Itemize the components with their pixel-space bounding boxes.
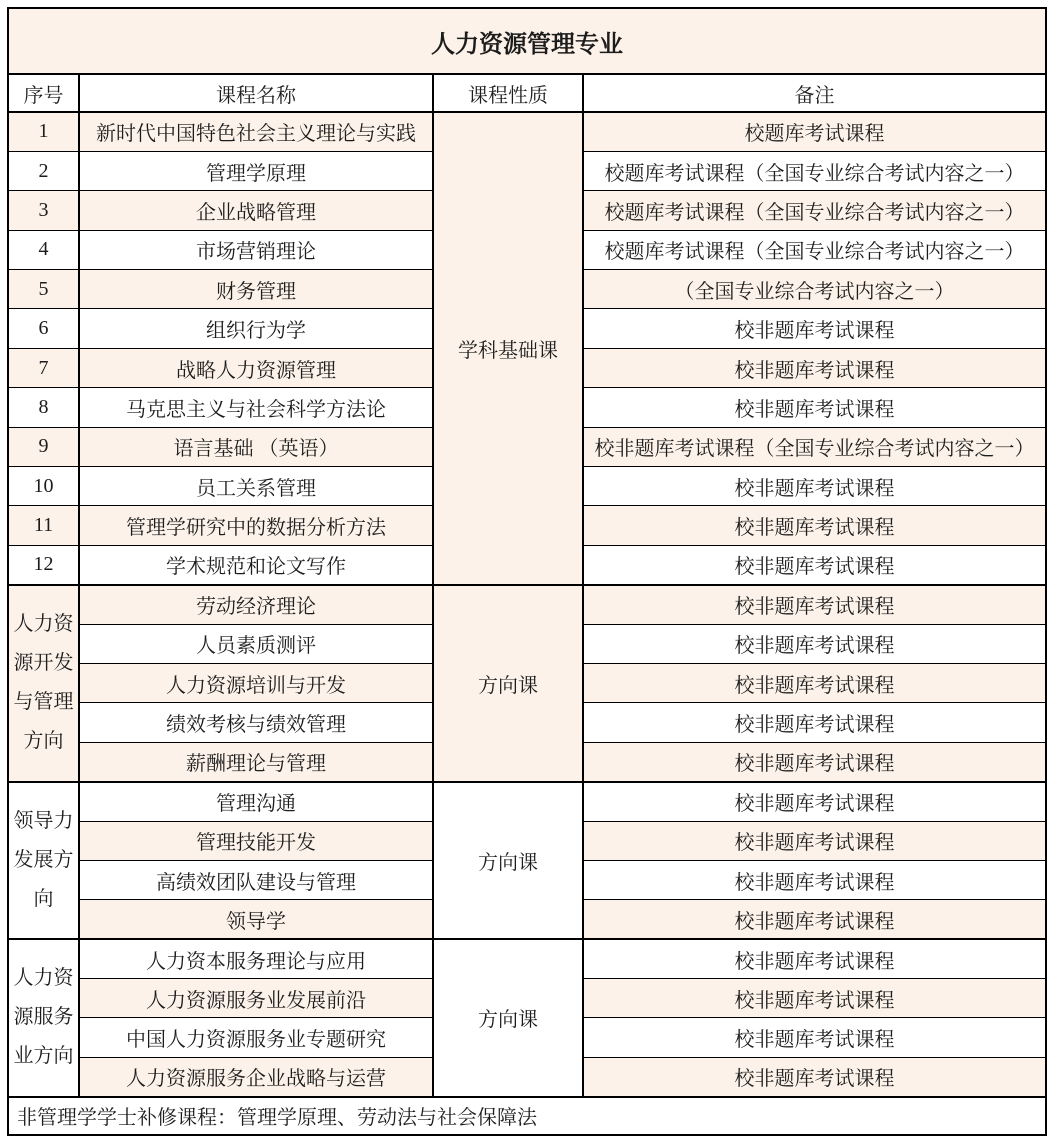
course-name-cell: 薪酬理论与管理 xyxy=(79,742,433,781)
course-nature-cell: 方向课 xyxy=(433,939,583,1097)
course-row xyxy=(8,585,1046,624)
course-name-cell: 组织行为学 xyxy=(79,309,433,348)
course-name-cell: 战略人力资源管理 xyxy=(79,348,433,387)
column-header-row xyxy=(8,74,1046,112)
remark-cell: 校非题库考试课程（全国专业综合考试内容之一） xyxy=(583,427,1046,466)
group-label-cell: 人力资源服务业方向 xyxy=(8,939,79,1097)
course-nature-cell: 方向课 xyxy=(433,782,583,940)
row-number-cell: 4 xyxy=(8,230,79,269)
curriculum-table xyxy=(7,7,1047,1136)
remark-cell: 校非题库考试课程 xyxy=(583,1018,1046,1057)
remark-cell: 校题库考试课程（全国专业综合考试内容之一） xyxy=(583,230,1046,269)
remark-cell: 校题库考试课程 xyxy=(583,112,1046,151)
remark-cell: 校非题库考试课程 xyxy=(583,1057,1046,1096)
footer-row xyxy=(8,1097,1046,1135)
course-name-cell: 领导学 xyxy=(79,900,433,939)
course-name-cell: 人员素质测评 xyxy=(79,624,433,663)
course-name-cell: 绩效考核与绩效管理 xyxy=(79,703,433,742)
course-name-cell: 高绩效团队建设与管理 xyxy=(79,860,433,899)
remark-cell: 校非题库考试课程 xyxy=(583,388,1046,427)
course-row xyxy=(8,112,1046,151)
course-name-cell: 管理学研究中的数据分析方法 xyxy=(79,506,433,545)
title-row xyxy=(8,8,1046,74)
row-number-cell: 5 xyxy=(8,270,79,309)
remark-cell: 校题库考试课程（全国专业综合考试内容之一） xyxy=(583,151,1046,190)
remark-cell: 校非题库考试课程 xyxy=(583,506,1046,545)
remark-cell: 校题库考试课程（全国专业综合考试内容之一） xyxy=(583,191,1046,230)
column-header-course: 课程名称 xyxy=(79,74,433,112)
column-header-index: 序号 xyxy=(8,74,79,112)
row-number-cell: 11 xyxy=(8,506,79,545)
remark-cell: 校非题库考试课程 xyxy=(583,979,1046,1018)
course-name-cell: 人力资源培训与开发 xyxy=(79,663,433,702)
row-number-cell: 7 xyxy=(8,348,79,387)
course-name-cell: 新时代中国特色社会主义理论与实践 xyxy=(79,112,433,151)
group-label-cell: 领导力发展方向 xyxy=(8,782,79,940)
row-number-cell: 9 xyxy=(8,427,79,466)
remark-cell: 校非题库考试课程 xyxy=(583,309,1046,348)
course-name-cell: 管理学原理 xyxy=(79,151,433,190)
row-number-cell: 2 xyxy=(8,151,79,190)
course-name-cell: 马克思主义与社会科学方法论 xyxy=(79,388,433,427)
remark-cell: 校非题库考试课程 xyxy=(583,624,1046,663)
row-number-cell: 3 xyxy=(8,191,79,230)
footer-note: 非管理学学士补修课程：管理学原理、劳动法与社会保障法 xyxy=(8,1097,1046,1135)
course-row xyxy=(8,939,1046,978)
course-nature-cell: 方向课 xyxy=(433,585,583,782)
remark-cell: 校非题库考试课程 xyxy=(583,348,1046,387)
remark-cell: 校非题库考试课程 xyxy=(583,703,1046,742)
row-number-cell: 12 xyxy=(8,545,79,584)
course-name-cell: 劳动经济理论 xyxy=(79,585,433,624)
course-name-cell: 市场营销理论 xyxy=(79,230,433,269)
course-table-body xyxy=(8,8,1046,1135)
group-label-cell: 人力资源开发与管理方向 xyxy=(8,585,79,782)
row-number-cell: 1 xyxy=(8,112,79,151)
course-row xyxy=(8,782,1046,821)
remark-cell: 校非题库考试课程 xyxy=(583,900,1046,939)
course-nature-cell: 学科基础课 xyxy=(433,112,583,585)
remark-cell: 校非题库考试课程 xyxy=(583,939,1046,978)
page-title: 人力资源管理专业 xyxy=(8,8,1046,74)
course-name-cell: 员工关系管理 xyxy=(79,467,433,506)
remark-cell: 校非题库考试课程 xyxy=(583,467,1046,506)
remark-cell: 校非题库考试课程 xyxy=(583,782,1046,821)
course-name-cell: 企业战略管理 xyxy=(79,191,433,230)
course-name-cell: 人力资源服务企业战略与运营 xyxy=(79,1057,433,1096)
course-name-cell: 人力资本服务理论与应用 xyxy=(79,939,433,978)
remark-cell: 校非题库考试课程 xyxy=(583,663,1046,702)
remark-cell: 校非题库考试课程 xyxy=(583,742,1046,781)
course-name-cell: 语言基础 （英语） xyxy=(79,427,433,466)
course-name-cell: 学术规范和论文写作 xyxy=(79,545,433,584)
row-number-cell: 8 xyxy=(8,388,79,427)
remark-cell: 校非题库考试课程 xyxy=(583,860,1046,899)
course-name-cell: 管理技能开发 xyxy=(79,821,433,860)
remark-cell: 校非题库考试课程 xyxy=(583,585,1046,624)
row-number-cell: 6 xyxy=(8,309,79,348)
column-header-nature: 课程性质 xyxy=(433,74,583,112)
remark-cell: （全国专业综合考试内容之一） xyxy=(583,270,1046,309)
course-name-cell: 人力资源服务业发展前沿 xyxy=(79,979,433,1018)
course-name-cell: 中国人力资源服务业专题研究 xyxy=(79,1018,433,1057)
course-name-cell: 管理沟通 xyxy=(79,782,433,821)
remark-cell: 校非题库考试课程 xyxy=(583,821,1046,860)
remark-cell: 校非题库考试课程 xyxy=(583,545,1046,584)
row-number-cell: 10 xyxy=(8,467,79,506)
course-name-cell: 财务管理 xyxy=(79,270,433,309)
column-header-remark: 备注 xyxy=(583,74,1046,112)
